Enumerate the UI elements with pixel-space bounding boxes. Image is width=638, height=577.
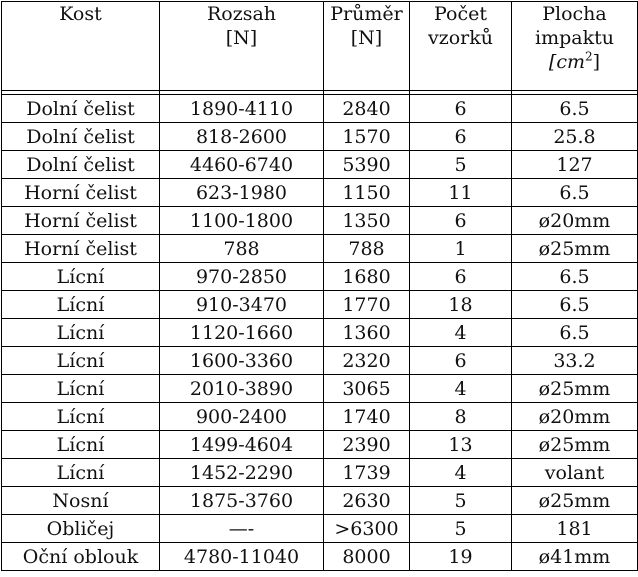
cell-pocet: 4 (410, 459, 512, 487)
cell-kost: Dolní čelist (2, 123, 160, 151)
header-plocha-unit-sup: 2 (585, 49, 593, 64)
cell-pocet: 19 (410, 543, 512, 571)
table-body (2, 95, 638, 571)
cell-rozsah: 2010-3890 (160, 375, 324, 403)
cell-prumer: 1770 (324, 291, 410, 319)
header-rozsah (160, 2, 324, 91)
cell-kost: Dolní čelist (2, 151, 160, 179)
header-prumer-unit: [N] (350, 27, 383, 49)
table-row (2, 179, 638, 207)
header-plocha-unit-end: ] (592, 51, 601, 73)
table-row (2, 291, 638, 319)
cell-plocha: 181 (512, 515, 638, 543)
cell-rozsah: 788 (160, 235, 324, 263)
cell-kost: Lícní (2, 319, 160, 347)
table-row (2, 431, 638, 459)
cell-pocet: 6 (410, 263, 512, 291)
cell-prumer: 1150 (324, 179, 410, 207)
cell-prumer: 5390 (324, 151, 410, 179)
table-row (2, 235, 638, 263)
cell-kost: Lícní (2, 291, 160, 319)
header-pocet (410, 2, 512, 91)
cell-plocha: 33.2 (512, 347, 638, 375)
cell-prumer: >6300 (324, 515, 410, 543)
cell-kost: Lícní (2, 347, 160, 375)
cell-kost: Dolní čelist (2, 95, 160, 123)
header-plocha-line2: impaktu (535, 27, 614, 49)
data-table (1, 1, 638, 571)
cell-plocha: 127 (512, 151, 638, 179)
cell-kost: Horní čelist (2, 235, 160, 263)
cell-pocet: 4 (410, 319, 512, 347)
header-plocha (512, 2, 638, 91)
cell-plocha: ø20mm (512, 207, 638, 235)
header-kost-line1: Kost (59, 3, 102, 25)
cell-pocet: 11 (410, 179, 512, 207)
cell-pocet: 4 (410, 375, 512, 403)
table-row (2, 515, 638, 543)
cell-kost: Oční oblouk (2, 543, 160, 571)
table-row (2, 123, 638, 151)
cell-pocet: 18 (410, 291, 512, 319)
header-rozsah-line1: Rozsah (206, 3, 277, 25)
cell-plocha: 6.5 (512, 95, 638, 123)
cell-kost: Lícní (2, 431, 160, 459)
cell-prumer: 1350 (324, 207, 410, 235)
cell-prumer: 788 (324, 235, 410, 263)
cell-pocet: 5 (410, 487, 512, 515)
header-prumer (324, 2, 410, 91)
cell-prumer: 1740 (324, 403, 410, 431)
cell-rozsah: 970-2850 (160, 263, 324, 291)
cell-prumer: 1360 (324, 319, 410, 347)
cell-kost: Lícní (2, 263, 160, 291)
cell-rozsah: —- (160, 515, 324, 543)
table-row (2, 319, 638, 347)
cell-kost: Lícní (2, 375, 160, 403)
cell-plocha: 6.5 (512, 179, 638, 207)
cell-rozsah: 818-2600 (160, 123, 324, 151)
cell-rozsah: 1499-4604 (160, 431, 324, 459)
cell-prumer: 2630 (324, 487, 410, 515)
cell-plocha: ø25mm (512, 487, 638, 515)
cell-rozsah: 4780-11040 (160, 543, 324, 571)
cell-pocet: 6 (410, 123, 512, 151)
cell-prumer: 1570 (324, 123, 410, 151)
header-prumer-line1: Průměr (330, 3, 403, 25)
cell-rozsah: 910-3470 (160, 291, 324, 319)
cell-rozsah: 1875-3760 (160, 487, 324, 515)
cell-kost: Horní čelist (2, 179, 160, 207)
table-row (2, 459, 638, 487)
cell-prumer: 3065 (324, 375, 410, 403)
cell-prumer: 8000 (324, 543, 410, 571)
header-rozsah-unit: [N] (225, 27, 258, 49)
cell-plocha: volant (512, 459, 638, 487)
cell-plocha: 25.8 (512, 123, 638, 151)
cell-plocha: ø20mm (512, 403, 638, 431)
cell-plocha: 6.5 (512, 263, 638, 291)
cell-kost: Obličej (2, 515, 160, 543)
cell-pocet: 6 (410, 207, 512, 235)
cell-pocet: 5 (410, 515, 512, 543)
table-row (2, 347, 638, 375)
cell-rozsah: 1890-4110 (160, 95, 324, 123)
cell-rozsah: 1100-1800 (160, 207, 324, 235)
cell-prumer: 2320 (324, 347, 410, 375)
cell-plocha: 6.5 (512, 319, 638, 347)
cell-prumer: 2840 (324, 95, 410, 123)
cell-rozsah: 1120-1660 (160, 319, 324, 347)
cell-plocha: ø25mm (512, 431, 638, 459)
cell-rozsah: 4460-6740 (160, 151, 324, 179)
cell-rozsah: 1600-3360 (160, 347, 324, 375)
table-row (2, 151, 638, 179)
cell-kost: Horní čelist (2, 207, 160, 235)
header-plocha-unit-text: [cm (548, 51, 585, 73)
table-row (2, 207, 638, 235)
cell-plocha: ø41mm (512, 543, 638, 571)
cell-pocet: 6 (410, 95, 512, 123)
table-row (2, 543, 638, 571)
cell-plocha: ø25mm (512, 235, 638, 263)
cell-kost: Nosní (2, 487, 160, 515)
header-plocha-line1: Plocha (542, 3, 607, 25)
cell-plocha: ø25mm (512, 375, 638, 403)
cell-pocet: 6 (410, 347, 512, 375)
header-plocha-unit (512, 50, 637, 74)
table-row (2, 403, 638, 431)
cell-pocet: 13 (410, 431, 512, 459)
cell-kost: Lícní (2, 403, 160, 431)
cell-prumer: 1680 (324, 263, 410, 291)
table-row (2, 487, 638, 515)
header-pocet-line1: Počet (434, 3, 487, 25)
header-row (2, 2, 638, 91)
table-row (2, 375, 638, 403)
header-pocet-line2: vzorků (427, 27, 493, 49)
cell-pocet: 8 (410, 403, 512, 431)
table-row (2, 95, 638, 123)
cell-plocha: 6.5 (512, 291, 638, 319)
cell-rozsah: 900-2400 (160, 403, 324, 431)
table-row (2, 263, 638, 291)
header-kost (2, 2, 160, 91)
cell-prumer: 1739 (324, 459, 410, 487)
cell-kost: Lícní (2, 459, 160, 487)
cell-prumer: 2390 (324, 431, 410, 459)
cell-rozsah: 1452-2290 (160, 459, 324, 487)
cell-rozsah: 623-1980 (160, 179, 324, 207)
cell-pocet: 1 (410, 235, 512, 263)
cell-pocet: 5 (410, 151, 512, 179)
